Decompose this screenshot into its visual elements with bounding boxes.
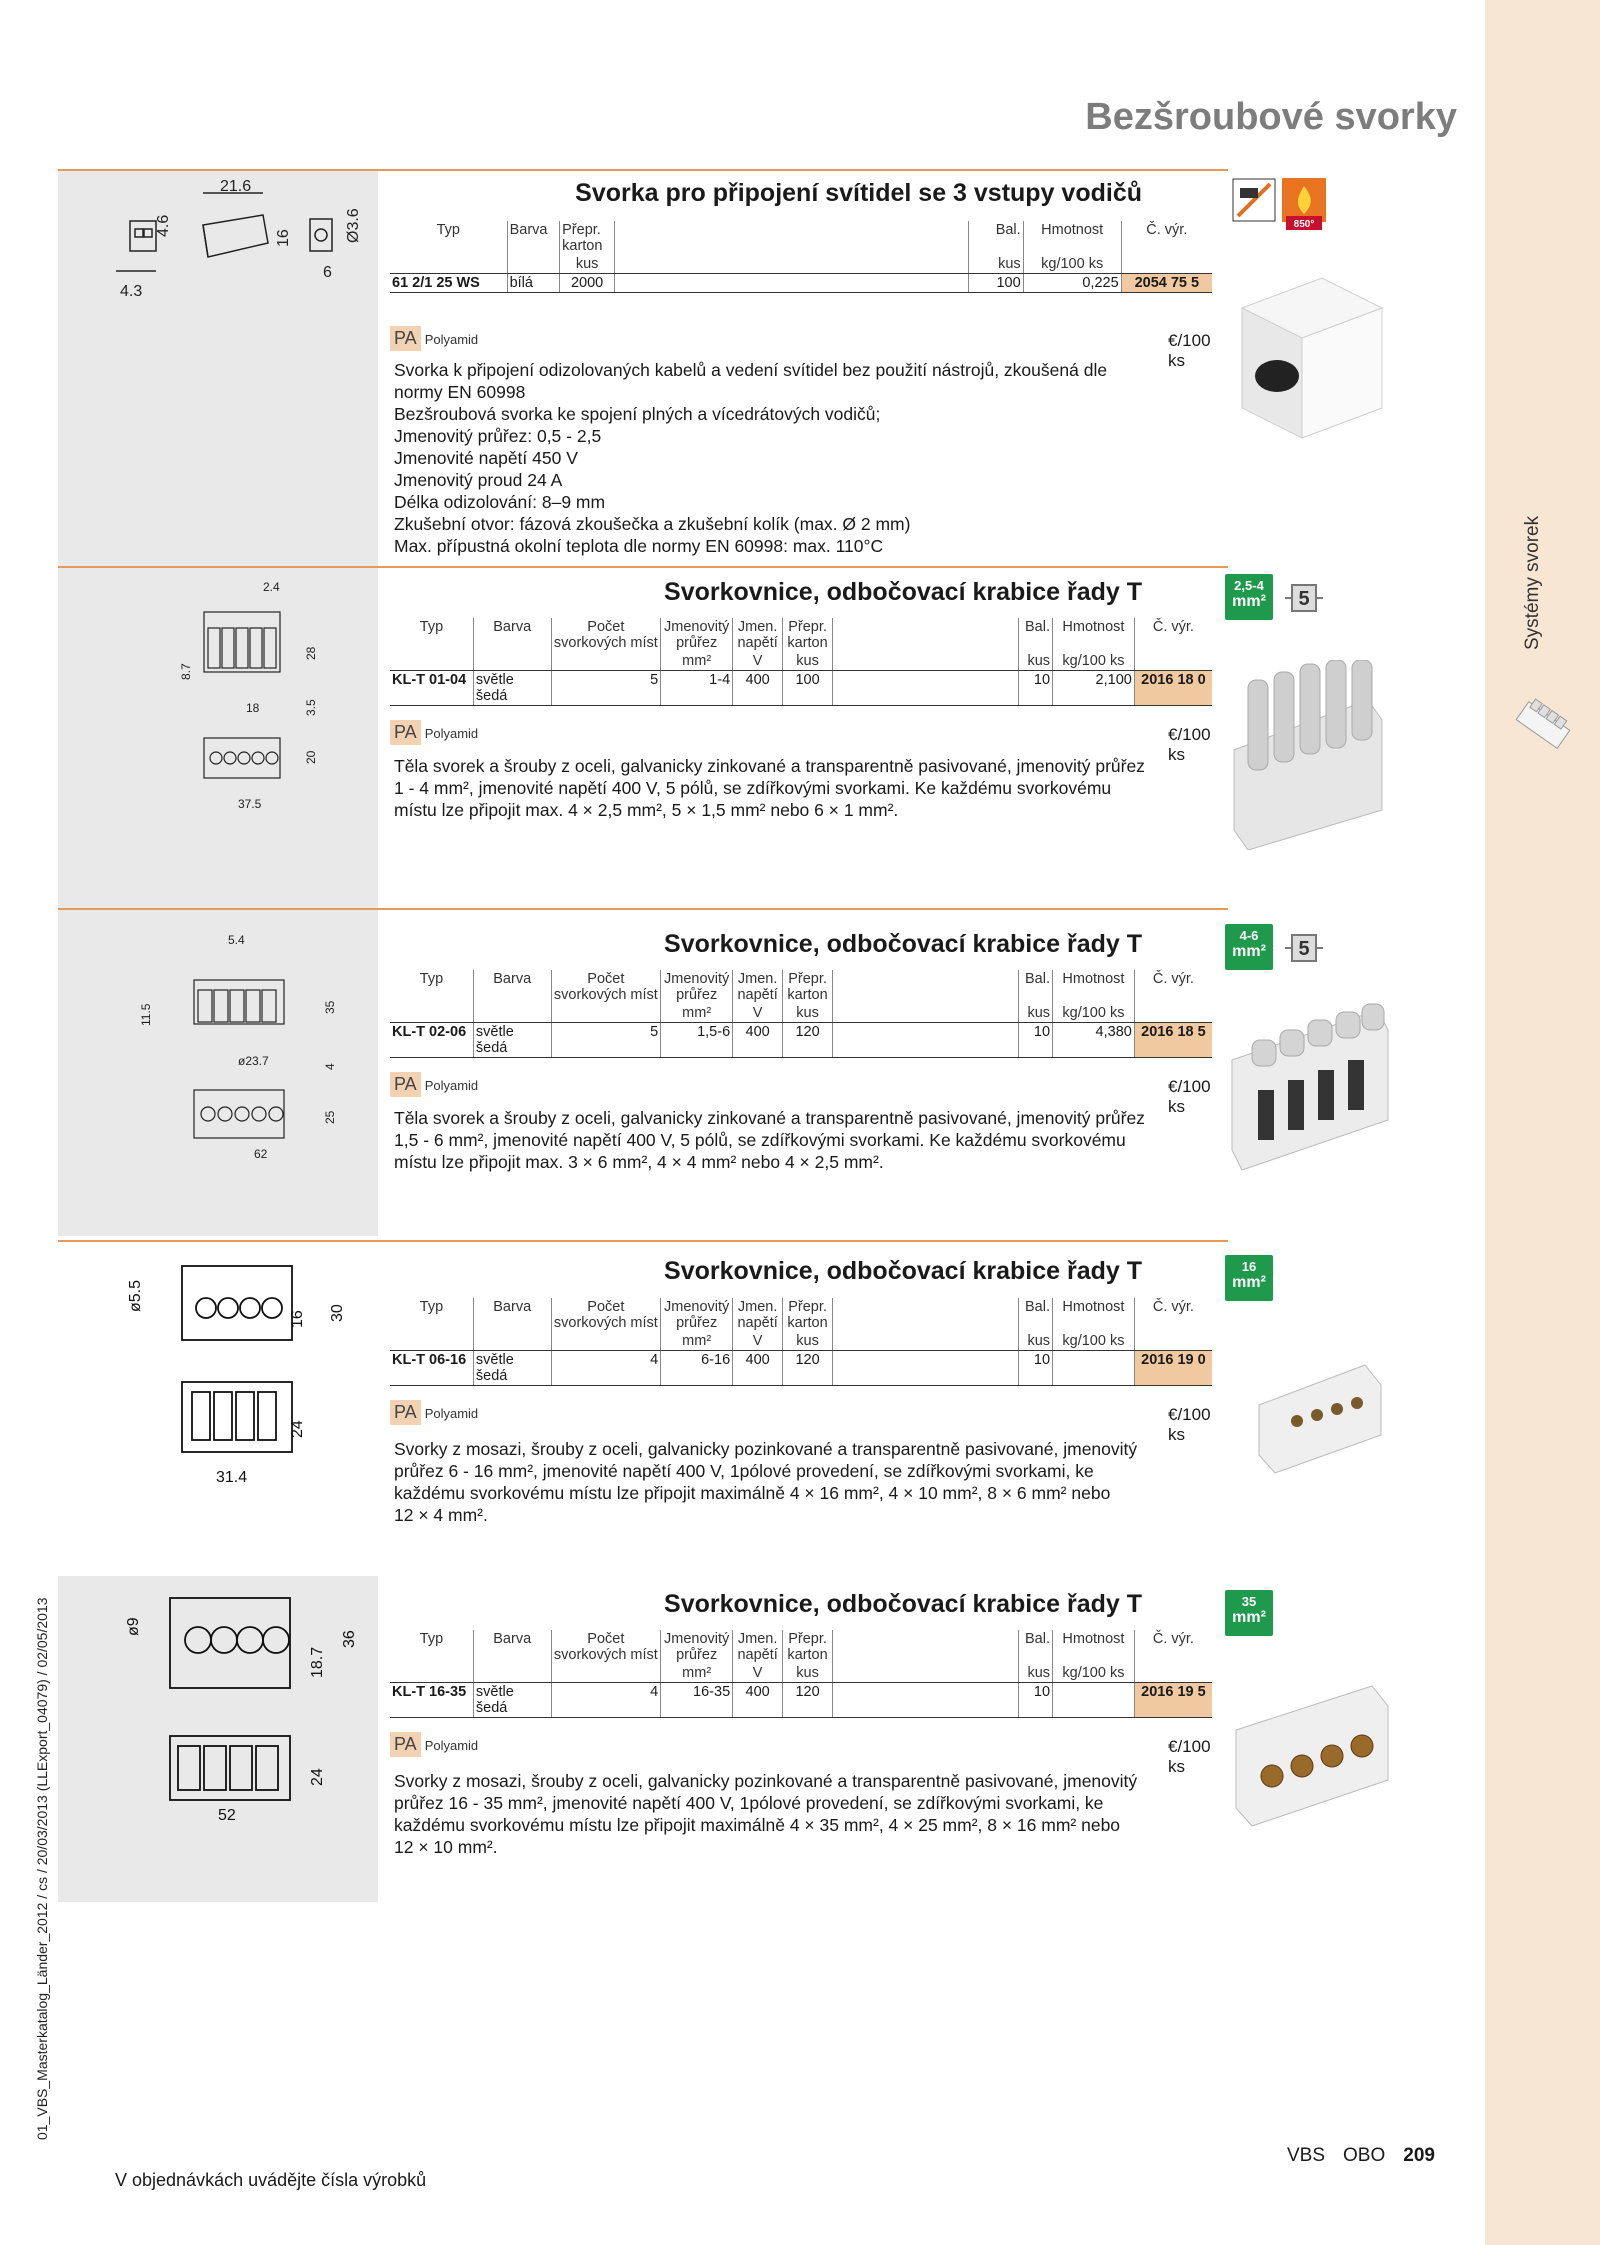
- dim-label: 11.5: [139, 1003, 153, 1026]
- dim-label: 18: [246, 701, 260, 715]
- dimension-drawing: [58, 1576, 378, 1902]
- dim-label: 28: [304, 646, 318, 660]
- table-row: KL-T 16-35 světle šedá 4 16-35 400 120 10 2016 19 5: [390, 1683, 1212, 1718]
- fire-icon: [1282, 178, 1326, 230]
- dim-label: 2.4: [263, 580, 280, 594]
- dim-label: 31.4: [216, 1469, 248, 1486]
- material: PA Polyamid: [390, 1072, 478, 1097]
- section-title: Svorkovnice, odbočovací krabice řady T: [664, 930, 1142, 958]
- cross-section-badge: 35 mm²: [1225, 1590, 1273, 1636]
- dim-label: 6: [323, 264, 332, 281]
- dim-label: 20: [304, 750, 318, 764]
- price-unit: €/100 ks: [1168, 1077, 1211, 1116]
- section-title: Svorkovnice, odbočovací krabice řady T: [664, 1590, 1142, 1618]
- product-photo: [1232, 1680, 1392, 1830]
- product-section-2: [58, 566, 1228, 906]
- footer-note: V objednávkách uvádějte čísla výrobků: [115, 2170, 427, 2190]
- catalog-meta: 01_VBS_Masterkatalog_Länder_2012 / cs / 20/03/2013 (LLExport_04079) / 02/05/2013: [34, 1597, 50, 2140]
- description: Těla svorek a šrouby z oceli, galvanicky zinkované a transparentně pasivované, jmenovitý průřez 1,5 - 6 mm², jmenovité napětí 400 V, 5 pólů, se zdířkovými svorkami. Ke každému svorkovému místu lze připojit max. 3 × 6 mm², 4 × 4 mm² nebo 4 × 2,5 mm².: [394, 1108, 1145, 1172]
- product-section-4: [58, 1240, 1228, 1570]
- dim-label: 21.6: [220, 178, 252, 195]
- dim-label: 62: [254, 1147, 268, 1161]
- pole-count-badge: 5: [1285, 584, 1321, 614]
- page-number: 209: [1403, 2145, 1435, 2166]
- table-row: KL-T 06-16 světle šedá 4 6-16 400 120 10 2016 19 0: [390, 1351, 1212, 1386]
- table-row: KL-T 02-06 světle šedá 5 1,5-6 400 120 10 4,380 2016 18 5: [390, 1023, 1212, 1058]
- description: Svorky z mosazi, šrouby z oceli, galvanicky pozinkované a transparentně pasivované, jmenovitý průřez 6 - 16 mm², jmenovité napětí 400 V, 1pólové provedení, se zdířkovými svorkami, ke každému svorkovému místu lze připojit maximálně 4 × 16 mm², 4 × 10 mm², 8 × 6 mm² nebo 12 × 4 mm².: [394, 1439, 1138, 1525]
- table-row: 61 2/1 25 WS bílá 2000 100 0,225 2054 75 5: [390, 274, 1212, 293]
- dim-label: 8.7: [179, 663, 193, 680]
- dimension-drawing: [58, 171, 378, 566]
- dim-label: 37.5: [238, 797, 262, 811]
- dim-label: 30: [329, 1304, 346, 1322]
- price-unit: €/100 ks: [1168, 1737, 1211, 1776]
- spec-table: Typ Barva Počet svorkových míst Jmenovitý průřez Jmen. napětí Přepr. karton Bal. Hmotnost Č. výr. mm² V kus kus kg/100 ks KL-T 01-04 světle šedá 5 1-4 400 100 10 2,100 2016 18 0: [390, 618, 1212, 706]
- cross-section-badge: 16 mm²: [1225, 1255, 1273, 1301]
- dim-label: 4.3: [120, 283, 143, 300]
- dim-label: ø5.5: [127, 1279, 144, 1312]
- description: Svorky z mosazi, šrouby z oceli, galvanicky pozinkované a transparentně pasivované, jmenovitý průřez 16 - 35 mm², jmenovité napětí 400 V, 1pólové provedení, se zdířkovými svorkami, ke každému svorkovému místu lze připojit maximálně 4 × 35 mm², 4 × 25 mm², 8 × 16 mm² nebo 12 × 10 mm².: [394, 1771, 1138, 1857]
- price-unit: €/100 ks: [1168, 331, 1211, 370]
- dim-label: 35: [323, 1000, 337, 1014]
- section-title: Svorka pro připojení svítidel se 3 vstupy vodičů: [575, 179, 1142, 207]
- side-band: [1485, 0, 1600, 2245]
- section-title: Svorkovnice, odbočovací krabice řady T: [664, 1257, 1142, 1285]
- side-label: Systémy svorek: [1522, 515, 1543, 650]
- dim-label: 25: [323, 1110, 337, 1124]
- material: PA Polyamid: [390, 1732, 478, 1757]
- dim-label: 5.4: [228, 933, 245, 947]
- material: PA Polyamid: [390, 720, 478, 745]
- dim-label: ø9: [125, 1617, 142, 1636]
- cross-section-badge: 4-6 mm²: [1225, 924, 1273, 970]
- product-photo: [1232, 268, 1392, 448]
- price-unit: €/100 ks: [1168, 1405, 1211, 1444]
- description: Těla svorek a šrouby z oceli, galvanicky zinkované a transparentně pasivované, jmenovitý průřez 1 - 4 mm², jmenovité napětí 400 V, 5 pólů, se zdířkovými svorkami. Ke každému svorkovému místu lze připojit max. 4 × 2,5 mm², 5 × 1,5 mm² nebo 6 × 1 mm².: [394, 756, 1145, 820]
- spec-table: Typ Barva Počet svorkových míst Jmenovitý průřez Jmen. napětí Přepr. karton Bal. Hmotnost Č. výr. mm² V kus kus kg/100 ks KL-T 02-06 světle šedá 5 1,5-6 400 120 10 4,380 2016 18 5: [390, 970, 1212, 1058]
- dimension-drawing: [58, 568, 378, 908]
- material: PA Polyamid: [390, 1400, 478, 1425]
- dim-label: 24: [309, 1768, 326, 1786]
- dim-label: 4.6: [155, 214, 172, 237]
- page-title: Bezšroubové svorky: [1085, 96, 1457, 138]
- dim-label: 16: [275, 229, 292, 247]
- terminal-thumbnail-icon: [1510, 690, 1576, 760]
- dimension-drawing: [58, 1242, 378, 1572]
- dim-label: 16: [289, 1310, 306, 1328]
- dimension-drawing: [58, 910, 378, 1236]
- product-section-3: [58, 908, 1228, 1234]
- dim-label: 3.5: [304, 699, 318, 716]
- description: Svorka k připojení odizolovaných kabelů a vedení svítidel bez použití nástrojů, zkoušená dle normy EN 60998 Bezšroubová svorka ke spojení plných a vícedrátových vodičů; Jmenovitý průřez: 0,5 - 2,5 Jmenovité napětí 450 V Jmenovitý proud 24 A Délka odizolování: 8–9 mm Zkušební otvor: fázová zkoušečka a zkušební kolík (max. Ø 2 mm) Max. přípustná okolní teplota dle normy EN 60998: max. 110°C: [394, 360, 1108, 556]
- spec-table: Typ Barva Počet svorkových míst Jmenovitý průřez Jmen. napětí Přepr. karton Bal. Hmotnost Č. výr. mm² V kus kus kg/100 ks KL-T 06-16 světle šedá 4 6-16 400 120 10 2016 19 0: [390, 1298, 1212, 1386]
- dim-label: 4: [323, 1063, 337, 1070]
- cross-section-badge: 2,5-4 mm²: [1225, 574, 1273, 620]
- product-photo: [1255, 1355, 1385, 1475]
- dim-label: 52: [218, 1807, 236, 1824]
- table-row: KL-T 01-04 světle šedá 5 1-4 400 100 10 2,100 2016 18 0: [390, 671, 1212, 706]
- product-photo: [1228, 1000, 1392, 1180]
- product-section-5: [58, 1576, 1228, 1902]
- dim-label: 24: [289, 1420, 306, 1438]
- price-unit: €/100 ks: [1168, 725, 1211, 764]
- dim-label: 36: [341, 1630, 358, 1648]
- flammability-icon: [1232, 178, 1276, 222]
- dim-label: ø23.7: [238, 1054, 269, 1068]
- section-title: Svorkovnice, odbočovací krabice řady T: [664, 578, 1142, 606]
- dim-label: Ø3.6: [345, 208, 362, 243]
- footer-brand: VBS OBO 209: [1287, 2145, 1435, 2166]
- material: PA Polyamid: [390, 326, 478, 351]
- dim-label: 18.7: [309, 1646, 326, 1678]
- pole-count-badge: 5: [1285, 934, 1321, 964]
- spec-table: Typ Barva Počet svorkových míst Jmenovitý průřez Jmen. napětí Přepr. karton Bal. Hmotnost Č. výr. mm² V kus kus kg/100 ks KL-T 16-35 světle šedá 4 16-35 400 120 10 2016 19 5: [390, 1630, 1212, 1718]
- product-section-1: [58, 169, 1228, 564]
- spec-table: Typ Barva Přepr. karton Bal. Hmotnost Č. výr. kus kus kg/100 ks 61 2/1 25 WS bílá 2000 100 0,225 2054 75 5: [390, 221, 1212, 293]
- svg-text:850°: 850°: [1293, 219, 1315, 230]
- product-photo: [1228, 660, 1388, 850]
